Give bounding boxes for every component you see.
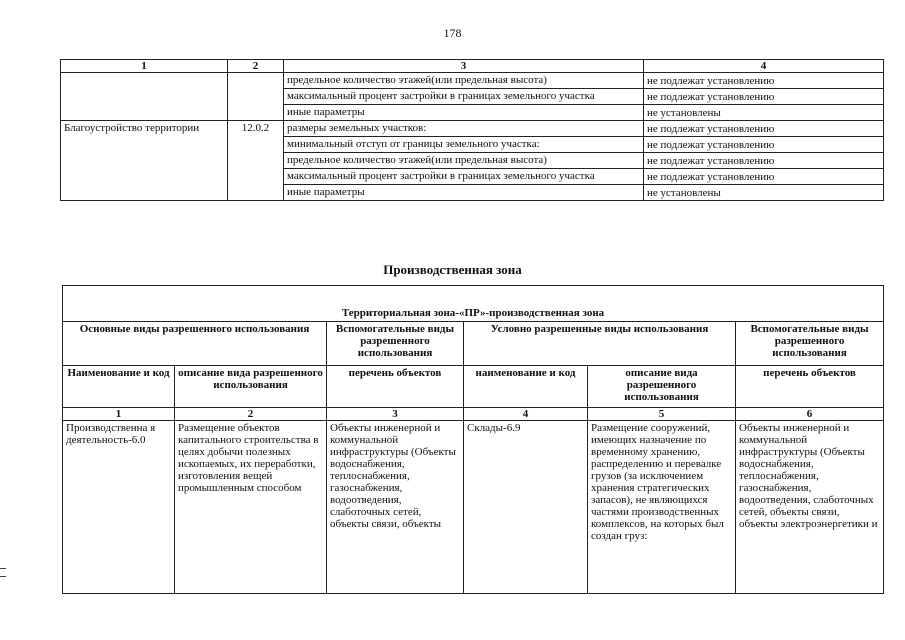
value-cell: не подлежат установлению [644, 153, 884, 169]
use-type-cell: Благоустройство территории [61, 121, 228, 201]
use-name-cell: Производственна я деятельность-6.0 [63, 421, 175, 594]
permitted-parameters-table [60, 59, 884, 201]
value-cell: не подлежат установлению [644, 137, 884, 153]
column-number: 4 [464, 408, 588, 421]
parameter-cell: размеры земельных участков: [284, 121, 644, 137]
parameter-cell: максимальный процент застройки в границах земельного участка [284, 89, 644, 105]
description-header-2: описание вида разрешенного использования [588, 366, 736, 408]
objects-list-cell-2: Объекты инженерной и коммунальной инфраструктуры (Объекты водоснабжения, теплоснабжения, газоснабжения, водоотведения, слаботочных сетей, объекты связи, объекты электроэнергетики и [736, 421, 884, 594]
table-row [63, 421, 884, 594]
column-number: 1 [61, 60, 228, 73]
column-number: 2 [175, 408, 327, 421]
column-number: 3 [327, 408, 464, 421]
column-number: 1 [63, 408, 175, 421]
zone-title: Территориальная зона-«ПР»-производственная зона [63, 286, 884, 322]
table-header-row [61, 60, 884, 73]
value-cell: не установлены [644, 185, 884, 201]
conditional-uses-header: Условно разрешенные виды использования [464, 322, 736, 366]
margin-mark [0, 576, 6, 577]
code-cell: 12.0.2 [228, 121, 284, 201]
margin-mark [0, 568, 6, 569]
auxiliary-uses-header: Вспомогательные виды разрешенного использования [327, 322, 464, 366]
column-number: 6 [736, 408, 884, 421]
parameter-cell: максимальный процент застройки в границах земельного участка [284, 169, 644, 185]
parameter-cell: предельное количество этажей(или предельная высота) [284, 73, 644, 89]
objects-list-cell: Объекты инженерной и коммунальной инфраструктуры (Объекты водоснабжения, теплоснабжения, газоснабжения, водоотведения, слаботочных сетей, объекты связи, объекты [327, 421, 464, 594]
column-number: 2 [228, 60, 284, 73]
value-cell: не установлены [644, 105, 884, 121]
value-cell: не подлежат установлению [644, 73, 884, 89]
parameter-cell: иные параметры [284, 185, 644, 201]
name-code-header: Наименование и код [63, 366, 175, 408]
main-uses-header: Основные виды разрешенного использования [63, 322, 327, 366]
parameter-cell: предельное количество этажей(или предельная высота) [284, 153, 644, 169]
auxiliary-uses-header-2: Вспомогательные виды разрешенного использования [736, 322, 884, 366]
code-cell [228, 73, 284, 121]
column-number: 3 [284, 60, 644, 73]
value-cell: не подлежат установлению [644, 169, 884, 185]
parameter-cell: иные параметры [284, 105, 644, 121]
use-description-cell-2: Размещение сооружений, имеющих назначение по временному хранению, распределению и перевалке грузов (за исключением хранения стратегических запасов), не являющихся частями производственных комплексов, на которых был создан груз: [588, 421, 736, 594]
objects-list-header-2: перечень объектов [736, 366, 884, 408]
table-row [61, 121, 884, 137]
objects-list-header: перечень объектов [327, 366, 464, 408]
name-code-header-2: наименование и код [464, 366, 588, 408]
description-header: описание вида разрешенного использования [175, 366, 327, 408]
use-type-cell [61, 73, 228, 121]
use-description-cell: Размещение объектов капитального строительства в целях добычи полезных ископаемых, их переработки, изготовления вещей промышленным способом [175, 421, 327, 594]
use-name-cell-2: Склады-6.9 [464, 421, 588, 594]
column-number: 5 [588, 408, 736, 421]
section-title: Производственная зона [383, 262, 522, 277]
parameter-cell: минимальный отступ от границы земельного участка: [284, 137, 644, 153]
value-cell: не подлежат установлению [644, 121, 884, 137]
value-cell: не подлежат установлению [644, 89, 884, 105]
table-row [61, 73, 884, 89]
page-number: 178 [443, 26, 462, 40]
column-number: 4 [644, 60, 884, 73]
zone-usage-table [62, 285, 884, 594]
